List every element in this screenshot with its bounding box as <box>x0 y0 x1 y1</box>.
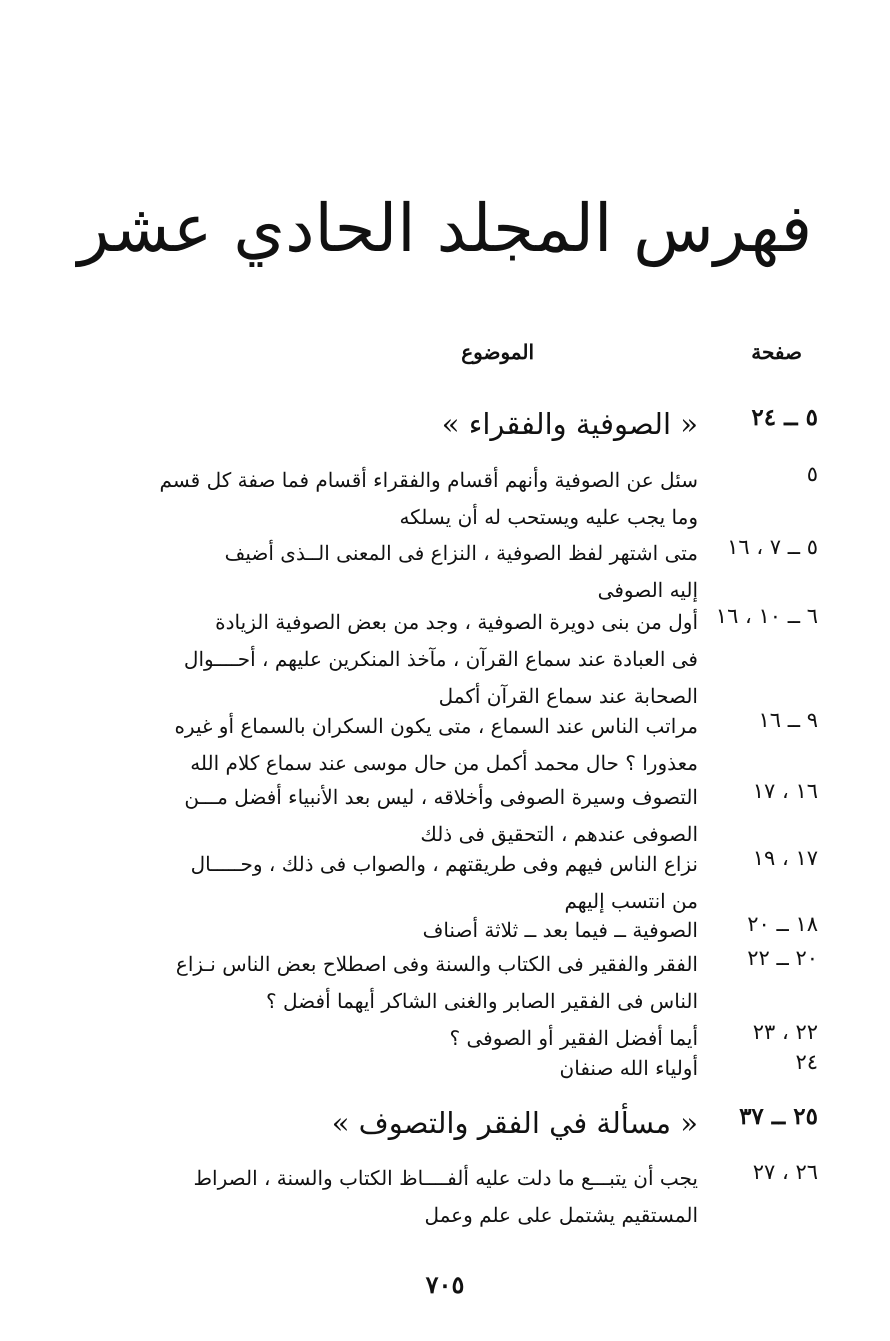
page-number: ٧٠٥ <box>425 1270 465 1299</box>
entry-pages: ٩ ــ ١٦ <box>758 708 818 732</box>
topic-column-header: الموضوع <box>461 340 534 364</box>
entry-pages: ٢٢ ، ٢٣ <box>752 1020 818 1044</box>
entry-topic: متى اشتهر لفظ الصوفية ، النزاع فى المعنى الــذى أضيف إليه الصوفى <box>224 541 698 602</box>
entry-topic: أول من بنى دويرة الصوفية ، وجد من بعض الصوفية الزيادة فى العبادة عند سماع القرآن ، مآخذ المنكرين عليهم ، أحــــوال الصحابة عند سماع القرآن أكمل <box>183 610 698 708</box>
entry-topic: مراتب الناس عند السماع ، متى يكون السكران بالسماع أو غيره معذورا ؟ حال محمد أكمل من حال موسى عند سماع كلام الله <box>174 714 698 775</box>
entry-pages: ٥ ــ ٢٤ <box>751 404 818 431</box>
entry-pages: ٦ ــ ١٠ ، ١٦ <box>715 604 818 628</box>
entry-pages: ١٨ ــ ٢٠ <box>747 912 818 936</box>
entry-pages: ١٧ ، ١٩ <box>752 846 818 870</box>
entry-pages: ٢٥ ــ ٣٧ <box>739 1103 818 1130</box>
entry-topic: نزاع الناس فيهم وفى طريقتهم ، والصواب فى ذلك ، وحـــــال من انتسب إليهم <box>190 852 698 913</box>
entry-topic: « الصوفية والفقراء » <box>441 407 698 441</box>
entry-topic: « مسألة في الفقر والتصوف » <box>331 1106 698 1140</box>
entry-topic: التصوف وسيرة الصوفى وأخلاقه ، ليس بعد الأنبياء أفضل مـــن الصوفى عندهم ، التحقيق فى ذلك <box>184 785 698 846</box>
page-title: فهرس المجلد الحادي عشر <box>77 190 813 267</box>
entry-topic: أيما أفضل الفقير أو الصوفى ؟ <box>449 1026 698 1050</box>
entry-topic: يجب أن يتبـــع ما دلت عليه ألفــــاظ الكتاب والسنة ، الصراط المستقيم يشتمل على علم وعمل <box>193 1166 698 1227</box>
entry-pages: ٢٤ <box>795 1050 818 1074</box>
entry-pages: ١٦ ، ١٧ <box>752 779 818 803</box>
entry-pages: ٢٦ ، ٢٧ <box>752 1160 818 1184</box>
entry-topic: الفقر والفقير فى الكتاب والسنة وفى اصطلاح بعض الناس نـزاع الناس فى الفقير الصابر والغنى الشاكر أيهما أفضل ؟ <box>175 952 698 1013</box>
entry-pages: ٥ ــ ٧ ، ١٦ <box>727 535 818 559</box>
entry-topic: سئل عن الصوفية وأنهم أقسام والفقراء أقسام فما صفة كل قسم وما يجب عليه ويستحب له أن يسلكه <box>159 468 698 529</box>
page-column-header: صفحة <box>751 340 802 364</box>
entry-pages: ٢٠ ــ ٢٢ <box>747 946 818 970</box>
entry-topic: الصوفية ــ فيما بعد ــ ثلاثة أصناف <box>422 918 698 942</box>
entry-topic: أولياء الله صنفان <box>559 1056 698 1080</box>
entry-pages: ٥ <box>806 462 818 486</box>
